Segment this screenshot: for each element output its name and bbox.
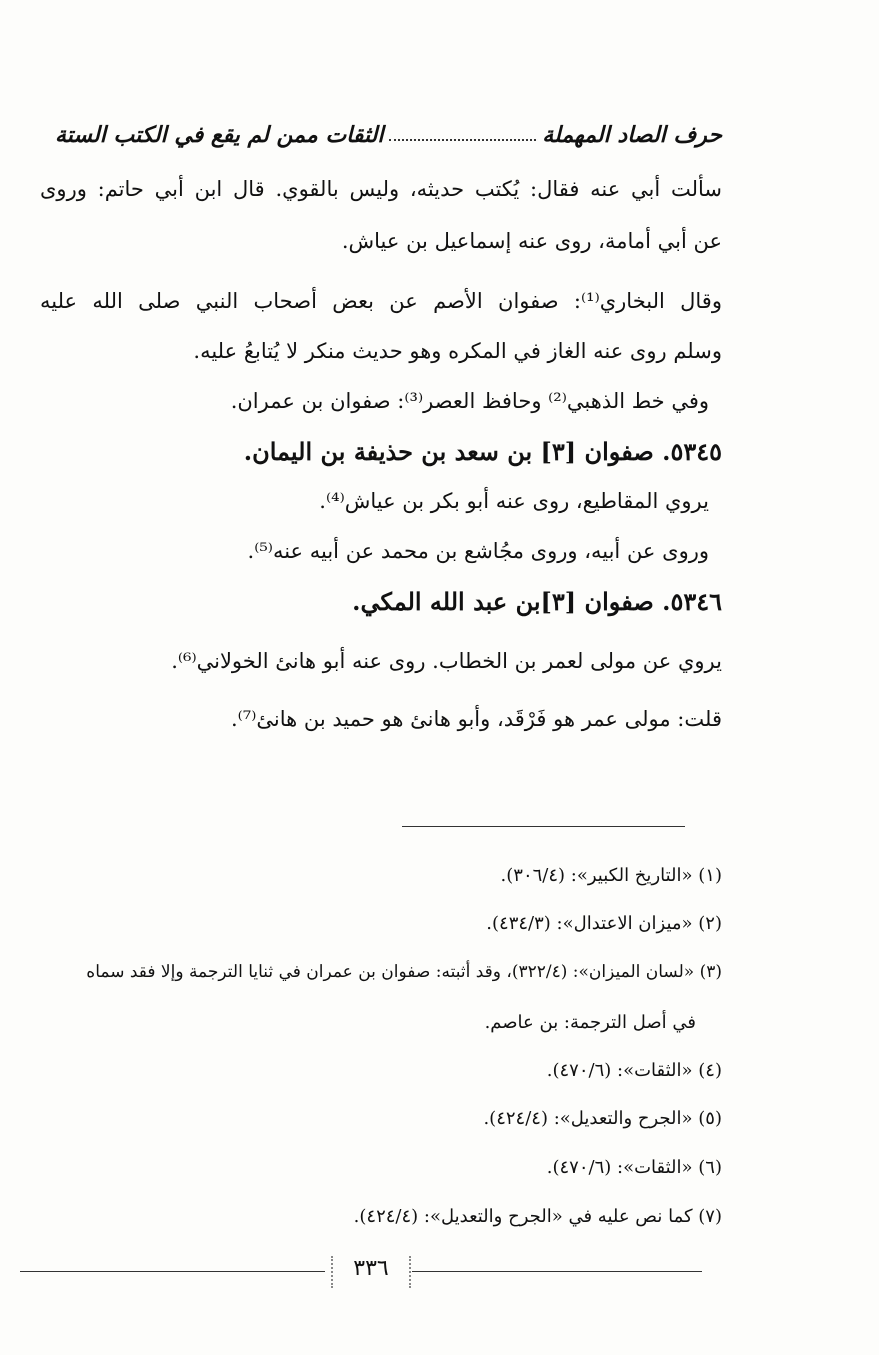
footnote-3: (٣) «لسان الميزان»: (٣٢٢/٤)، وقد أثبته: صفوان بن عمران في ثنايا الترجمة وإلا فقد سماه (86, 962, 722, 982)
page-number: ٣٣٦ (331, 1256, 411, 1288)
footnote-6: (٦) «الثقات»: (٤٧٠/٦). (546, 1157, 722, 1178)
footnote-4: (٤) «الثقات»: (٤٧٠/٦). (546, 1060, 722, 1081)
footer-rule-left (20, 1271, 325, 1272)
body-line: يروي المقاطيع، روى عنه أبو بكر بن عياش⁽⁴⁾. (319, 489, 709, 513)
footnote-3-continued: في أصل الترجمة: بن عاصم. (484, 1012, 696, 1033)
header-dot-leader (389, 139, 536, 141)
footnote-1: (١) «التاريخ الكبير»: (٣٠٦/٤). (500, 865, 722, 886)
header-chapter-title: حرف الصاد المهملة (542, 122, 722, 148)
footnote-5: (٥) «الجرح والتعديل»: (٤٢٤/٤). (483, 1108, 722, 1129)
body-line: وروى عن أبيه، وروى مجُاشع بن محمد عن أبيه عنه⁽⁵⁾. (247, 539, 709, 563)
body-line: يروي عن مولى لعمر بن الخطاب. روى عنه أبو هانئ الخولاني⁽⁶⁾. (171, 649, 722, 673)
entry-heading-5345: ٥٣٤٥. صفوان [٣] بن سعد بن حذيفة بن اليمان. (243, 437, 722, 466)
body-line: سألت أبي عنه فقال: يُكتب حديثه، وليس بالقوي. قال ابن أبي حاتم: وروى (40, 177, 722, 201)
page-footer (20, 1256, 700, 1290)
body-line: وفي خط الذهبي⁽²⁾ وحافظ العصر⁽³⁾: صفوان بن عمران. (230, 389, 709, 413)
body-line: عن أبي أمامة، روى عنه إسماعيل بن عياش. (341, 229, 722, 253)
body-line: وسلم روى عنه الغاز في المكره وهو حديث منكر لا يُتابعُ عليه. (193, 339, 722, 363)
entry-heading-5346: ٥٣٤٦. صفوان [٣]بن عبد الله المكي. (352, 587, 722, 616)
footer-rule-right (412, 1271, 702, 1272)
footnote-2: (٢) «ميزان الاعتدال»: (٤٣٤/٣). (486, 913, 722, 934)
footnote-separator (402, 826, 685, 827)
running-header (55, 112, 722, 148)
body-line: قلت: مولى عمر هو فَرْقَد، وأبو هانئ هو حميد بن هانئ⁽⁷⁾. (230, 707, 722, 731)
footnote-7: (٧) كما نص عليه في «الجرح والتعديل»: (٤٢٤/٤). (353, 1206, 722, 1227)
body-line: وقال البخاري⁽¹⁾: صفوان الأصم عن بعض أصحاب النبي صلى الله عليه (40, 289, 722, 313)
header-book-title: الثقات ممن لم يقع في الكتب الستة (55, 122, 384, 148)
